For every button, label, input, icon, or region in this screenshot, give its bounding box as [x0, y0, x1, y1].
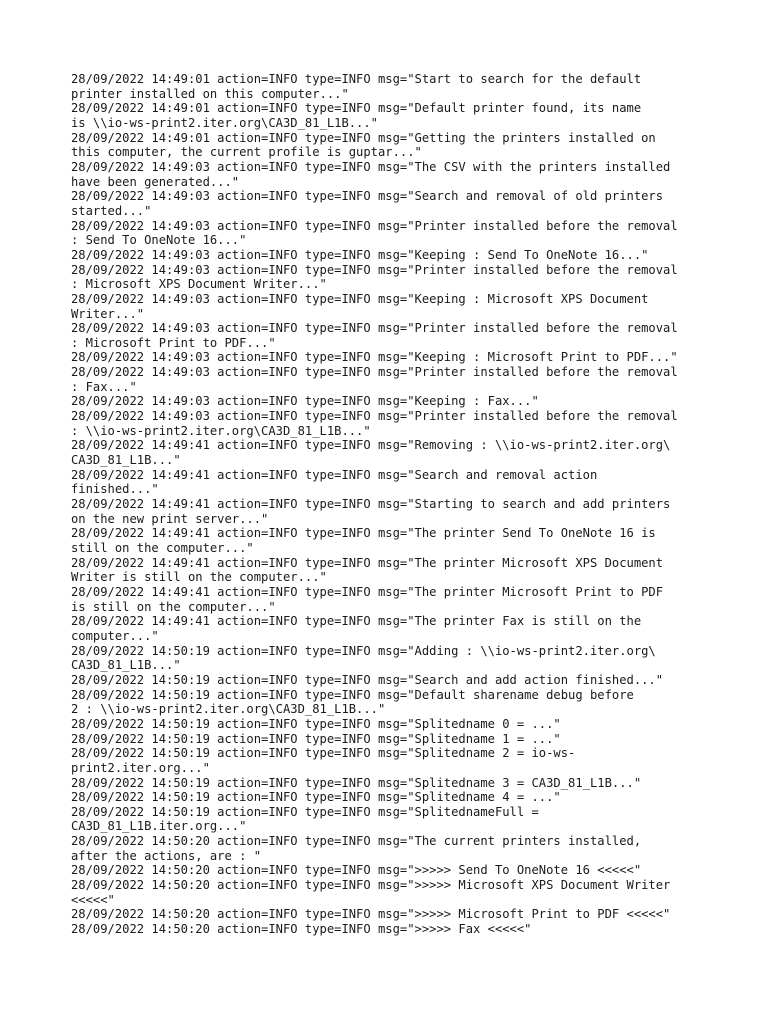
log-line: on the new print server..."	[71, 511, 269, 526]
log-line: started..."	[71, 203, 152, 218]
log-line: 28/09/2022 14:49:41 action=INFO type=INFO msg="The printer Fax is still on the	[71, 614, 642, 629]
log-line: finished..."	[71, 482, 159, 497]
log-line: print2.iter.org..."	[71, 760, 210, 775]
log-line: 28/09/2022 14:49:03 action=INFO type=INFO msg="Keeping : Microsoft XPS Document	[71, 291, 649, 306]
log-line: 28/09/2022 14:50:19 action=INFO type=INFO msg="SplitednameFull =	[71, 804, 539, 819]
log-line: 28/09/2022 14:50:19 action=INFO type=INFO msg="Splitedname 4 = ..."	[71, 790, 561, 805]
log-line: 28/09/2022 14:49:41 action=INFO type=INFO msg="Removing : \\io-ws-print2.iter.org\	[71, 438, 671, 453]
log-line: Writer..."	[71, 306, 145, 321]
log-line: 28/09/2022 14:50:20 action=INFO type=INFO msg=">>>>> Fax <<<<<"	[71, 922, 532, 937]
log-line: : Fax..."	[71, 379, 137, 394]
log-line: 28/09/2022 14:49:01 action=INFO type=INFO msg="Getting the printers installed on	[71, 130, 656, 145]
log-line: is still on the computer..."	[71, 599, 276, 614]
log-line: 28/09/2022 14:49:41 action=INFO type=INFO msg="Search and removal action	[71, 467, 598, 482]
log-line: 28/09/2022 14:50:19 action=INFO type=INFO msg="Splitedname 3 = CA3D_81_L1B..."	[71, 775, 642, 790]
log-line: printer installed on this computer..."	[71, 86, 349, 101]
log-line: still on the computer..."	[71, 541, 254, 555]
log-line: : \\io-ws-print2.iter.org\CA3D_81_L1B..."	[71, 423, 371, 438]
log-line: 28/09/2022 14:49:01 action=INFO type=INFO msg="Default printer found, its name	[71, 101, 642, 116]
log-line: : Send To OneNote 16..."	[71, 233, 247, 248]
log-line: 28/09/2022 14:50:19 action=INFO type=INFO msg="Splitedname 1 = ..."	[71, 731, 561, 746]
log-line: 28/09/2022 14:49:41 action=INFO type=INFO msg="Starting to search and add printers	[71, 497, 671, 512]
log-line: computer..."	[71, 628, 159, 643]
log-line: 28/09/2022 14:50:19 action=INFO type=INFO msg="Splitedname 2 = io-ws-	[71, 746, 576, 761]
log-line: 28/09/2022 14:50:19 action=INFO type=INFO msg="Search and add action finished..."	[71, 672, 664, 687]
log-line: 28/09/2022 14:50:20 action=INFO type=INFO msg=">>>>> Send To OneNote 16 <<<<<"	[71, 863, 642, 878]
log-line: 28/09/2022 14:49:41 action=INFO type=INFO msg="The printer Send To OneNote 16 is	[71, 526, 656, 541]
log-line: CA3D_81_L1B.iter.org..."	[71, 819, 247, 834]
log-line: 28/09/2022 14:49:03 action=INFO type=INFO msg="Search and removal of old printers	[71, 189, 664, 204]
log-line: 28/09/2022 14:49:01 action=INFO type=INFO msg="Start to search for the default	[71, 72, 642, 86]
log-line: 28/09/2022 14:49:03 action=INFO type=INFO msg="Printer installed before the removal	[71, 409, 678, 424]
log-line: 28/09/2022 14:50:19 action=INFO type=INFO msg="Adding : \\io-ws-print2.iter.org\	[71, 643, 656, 658]
log-line: : Microsoft XPS Document Writer..."	[71, 277, 327, 292]
log-line: 28/09/2022 14:49:03 action=INFO type=INFO msg="Printer installed before the removal	[71, 262, 678, 277]
log-line: 2 : \\io-ws-print2.iter.org\CA3D_81_L1B..."	[71, 702, 386, 717]
log-line: 28/09/2022 14:49:03 action=INFO type=INFO msg="The CSV with the printers installed	[71, 159, 671, 174]
log-line: 28/09/2022 14:49:03 action=INFO type=INFO msg="Keeping : Send To OneNote 16..."	[71, 247, 649, 262]
log-text	[71, 72, 711, 937]
log-line: 28/09/2022 14:50:20 action=INFO type=INFO msg=">>>>> Microsoft Print to PDF <<<<<"	[71, 907, 671, 922]
log-line: 28/09/2022 14:49:41 action=INFO type=INFO msg="The printer Microsoft Print to PDF	[71, 584, 664, 599]
log-line: 28/09/2022 14:49:03 action=INFO type=INFO msg="Printer installed before the removal	[71, 321, 678, 336]
log-line: is \\io-ws-print2.iter.org\CA3D_81_L1B..."	[71, 115, 378, 130]
log-line: after the actions, are : "	[71, 848, 262, 863]
log-line: 28/09/2022 14:49:03 action=INFO type=INFO msg="Printer installed before the removal	[71, 218, 678, 233]
log-line: 28/09/2022 14:49:03 action=INFO type=INFO msg="Keeping : Fax..."	[71, 394, 539, 409]
log-line: 28/09/2022 14:49:41 action=INFO type=INFO msg="The printer Microsoft XPS Document	[71, 555, 664, 570]
log-line: : Microsoft Print to PDF..."	[71, 335, 276, 350]
log-line: CA3D_81_L1B..."	[71, 658, 181, 673]
log-line: Writer is still on the computer..."	[71, 570, 327, 585]
log-line: this computer, the current profile is guptar..."	[71, 145, 422, 160]
log-line: 28/09/2022 14:50:20 action=INFO type=INFO msg=">>>>> Microsoft XPS Document Writer	[71, 878, 671, 893]
log-line: 28/09/2022 14:50:20 action=INFO type=INFO msg="The current printers installed,	[71, 834, 642, 849]
log-line: 28/09/2022 14:50:19 action=INFO type=INFO msg="Splitedname 0 = ..."	[71, 716, 561, 731]
log-line: 28/09/2022 14:49:03 action=INFO type=INFO msg="Keeping : Microsoft Print to PDF..."	[71, 350, 678, 365]
log-line: 28/09/2022 14:50:19 action=INFO type=INFO msg="Default sharename debug before	[71, 687, 634, 702]
log-line: CA3D_81_L1B..."	[71, 453, 181, 468]
log-line: 28/09/2022 14:49:03 action=INFO type=INFO msg="Printer installed before the removal	[71, 365, 678, 380]
log-line: <<<<<"	[71, 892, 115, 907]
log-line: have been generated..."	[71, 174, 240, 189]
